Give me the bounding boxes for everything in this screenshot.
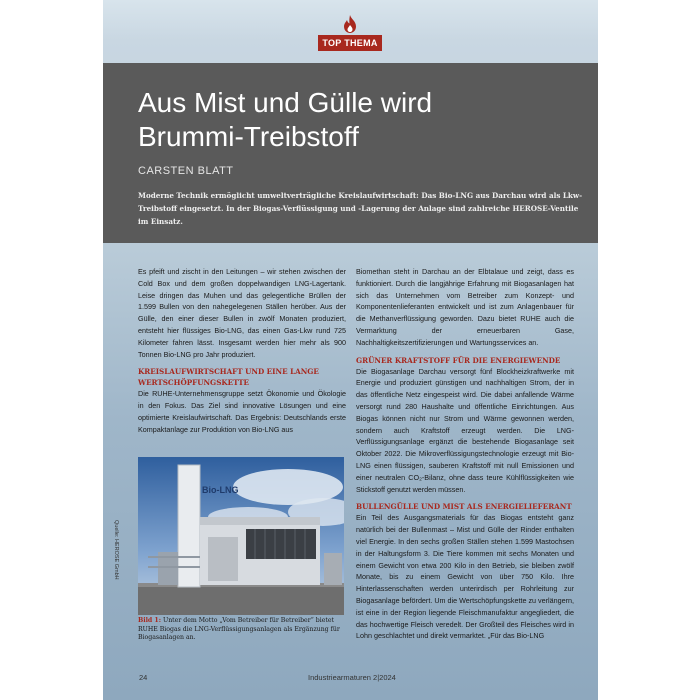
- paragraph: Ein Teil des Ausgangsmaterials für das Biogas entsteht ganz natürlich bei der Bullenmast – Mist und Gülle der Rinder enthalten viel Energie. In den sechs großen Ställen stehen 1.599 Mastochsen in der Haltungsform 3. Die Tiere kommen mit sechs Monaten und einem Gewicht von etwa 200 Kilo in den Betrieb, sie bleiben zwölf Monate, bis zu einem Gewicht von über 750 Kilo. Ihre Hinterlassenschaften werden unterirdisch per Rohrleitung zur Biogasanlage befördert. Um die Wertschöpfungskette zu verlängern, ist eine in der Region liegende Fleischmanufaktur angegliedert, die das hochwertige Fleisch veredelt. Der Großteil des Fleisches wird in Lohn geschlachtet und direkt vermarktet. „Für das Bio-LNG: [356, 513, 575, 641]
- paragraph: Die Biogasanlage Darchau versorgt fünf Blockheizkraftwerke mit Energie und produziert günstigen und nachhaltigen Strom, der in das öffentliche Netz eingespeist wird. Die dabei anfallende Wärme versorgt rund 280 Haushalte und öffentliche Einrichtungen. Aus Biogas können nicht nur Strom und Wärme gewonnen werden, sondern auch Kraftstoff erzeugt werden. Die LNG-Verflüssigungsanlage ergänzt die bestehende Biogasanlage seit Oktober 2022. Die Mikroverflüssigungstechnologie erzeugt mit Bio-LNG einen flüssigen, sauberen Kraftstoff mit null Emissionen und einer neutralen CO₂-Bilanz, ohne dass teure Kühlflüssigkeiten wie Stickstoff genutzt werden müssen.: [356, 366, 574, 494]
- section-heading: BULLENGÜLLE UND MIST ALS ENERGIELIEFERANT: [356, 502, 572, 512]
- text-column-left: [138, 266, 346, 436]
- article-title: [138, 86, 578, 154]
- side-unit: [324, 553, 342, 585]
- storage-tank: [178, 465, 200, 587]
- caption-text: Unter dem Motto „Vom Betreiber für Betreiber“ bietet RUHE Biogas die LNG-Verflüssigungsanlagen als Ergänzung für Biogasanlagen an.: [138, 617, 340, 642]
- title-line-2: Brummi-Treibstoff: [138, 121, 359, 152]
- lead-paragraph: Moderne Technik ermöglicht umweltverträgliche Kreislaufwirtschaft: Das Bio-LNG aus Darchau wird als Lkw-Treibstoff eingesetzt. In der Biogas-Verflüssigung und -Lagerung der Anlage sind zahlreiche HEROSE-Ventile im Einsatz.: [138, 191, 583, 226]
- container-door: [208, 537, 238, 581]
- text-column-right: [356, 266, 574, 642]
- author: CARSTEN BLATT: [138, 165, 234, 177]
- tank-sign: Bio-LNG: [202, 485, 239, 495]
- title-line-1: Aus Mist und Gülle wird: [138, 87, 433, 118]
- section-badge: TOP THEMA: [318, 35, 382, 51]
- caption-label: Bild 1:: [138, 617, 162, 624]
- page-number: 24: [139, 673, 148, 682]
- paragraph: Biomethan steht in Darchau an der Elbtalaue und zeigt, dass es funktioniert. Durch die langjährige Erfahrung mit Biogasanlagen hat sich das Unternehmen vom Betreiber zum Konzept- und Komponentenlieferanten entwickelt und ist zum Anlagenbauer für die Methanverflüssigung geworden. Dazu bietet RUHE auch die Vermarktung der erneuerbaren Gase, Nachhaltigkeitszertifizierungen und Wartungsservices an.: [356, 267, 574, 347]
- paragraph: Die RUHE-Unternehmensgruppe setzt Ökonomie und Ökologie in den Fokus. Das Ziel sind innovative Lösungen und eine optimierte Kreislaufwirtschaft. Das Ergebnis: Deutschlands erste Kompaktanlage zur Produktion von Bio-LNG aus: [138, 389, 346, 434]
- cold-box-roof: [200, 517, 320, 525]
- image-caption: [138, 617, 348, 643]
- flame-icon: [341, 14, 359, 34]
- paragraph: Es pfeift und zischt in den Leitungen – wir stehen zwischen der Cold Box und dem großen doppelwandigen LNG-Lagertank. Leise dringen das Muhen und das gelegentliche Brüllen der 1.599 Bullen von den nahegelegenen Ställen herüber. Aus der Gülle, den einer dieser Bullen in zwölf Monaten produziert, entsteht hier flüssiges Bio-LNG, das einen Gas-Lkw rund 725 Kilometer fahren lässt. Insgesamt werden hier mehr als 900 Tonnen Bio-LNG pro Jahr produziert.: [138, 267, 346, 359]
- ground: [138, 585, 344, 615]
- magazine-name: Industriearmaturen 2|2024: [308, 673, 396, 682]
- plant-photo: [138, 457, 344, 615]
- section-heading: GRÜNER KRAFTSTOFF FÜR DIE ENERGIEWENDE: [356, 355, 561, 365]
- photo-credit: Quelle: HEROSE GmbH: [113, 520, 119, 580]
- section-heading: KREISLAUFWIRTSCHAFT UND EINE LANGE WERTSCHÖPFUNGSKETTE: [138, 367, 319, 388]
